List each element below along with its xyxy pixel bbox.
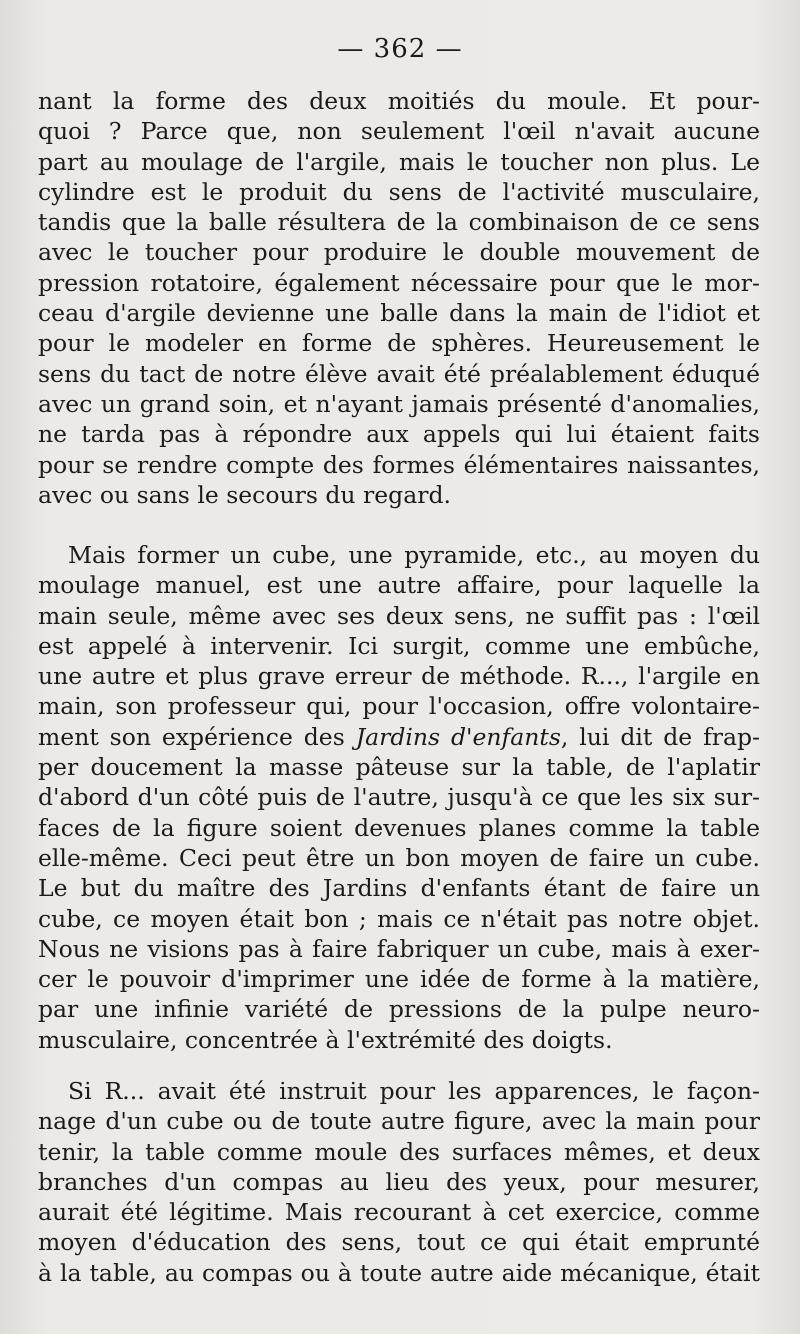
text-line: Si R... avait été instruit pour les apparences, le façon- (68, 1077, 760, 1105)
text-line: avec un grand soin, et n'ayant jamais présenté d'anomalies, (38, 389, 760, 418)
text-line: une autre et plus grave erreur de méthode. R..., l'argile en (38, 662, 760, 691)
text-line: est appelé à intervenir. Ici surgit, comme une embûche, (38, 631, 760, 660)
paragraph-2 (38, 540, 760, 1055)
text-line: quoi ? Parce que, non seulement l'œil n'avait aucune (38, 117, 760, 146)
text-line: tandis que la balle résultera de la combinaison de ce sens (38, 208, 760, 237)
paragraph-1 (38, 86, 760, 510)
text-line: musculaire, concentrée à l'extrémité des doigts. (38, 1025, 613, 1054)
text-line: faces de la figure soient devenues planes comme la table (38, 813, 760, 842)
text-line: pour le modeler en forme de sphères. Heureusement le (38, 329, 760, 358)
text-line: ceau d'argile devienne une balle dans la main de l'idiot et (38, 299, 760, 328)
page-number: — 362 — (337, 34, 463, 64)
text-line: par une infinie variété de pressions de la pulpe neuro- (38, 995, 760, 1024)
text-line: branches d'un compas au lieu des yeux, pour mesurer, (38, 1167, 760, 1196)
text-line: sens du tact de notre élève avait été préalablement éduqué (38, 359, 760, 388)
text-line: nage d'un cube ou de toute autre figure, avec la main pour (38, 1107, 760, 1136)
text-line: tenir, la table comme moule des surfaces mêmes, et deux (38, 1137, 760, 1166)
text-line: per doucement la masse pâteuse sur la table, de l'aplatir (38, 753, 760, 782)
text-line: Le but du maître des Jardins d'enfants étant de faire un (38, 874, 760, 903)
text-line: Nous ne visions pas à faire fabriquer un cube, mais à exer- (38, 934, 760, 963)
text-segment: , lui dit de frap- (560, 722, 760, 751)
text-line: pour se rendre compte des formes élémentaires naissantes, (38, 450, 760, 479)
text-line: nant la forme des deux moitiés du moule. Et pour- (38, 87, 760, 115)
text-line: cube, ce moyen était bon ; mais ce n'était pas notre objet. (38, 904, 760, 933)
text-line: cylindre est le produit du sens de l'activité musculaire, (38, 177, 760, 206)
text-line-with-italic (38, 722, 760, 752)
text-line: moulage manuel, est une autre affaire, pour laquelle la (38, 571, 760, 600)
text-line: part au moulage de l'argile, mais le toucher non plus. Le (38, 147, 760, 176)
text-line: main, son professeur qui, pour l'occasion, offre volontaire- (38, 692, 760, 721)
text-line: moyen d'éducation des sens, tout ce qui était emprunté (38, 1228, 760, 1257)
italic-term: Jardins d'enfants (355, 722, 561, 751)
text-line: ne tarda pas à répondre aux appels qui lui étaient faits (38, 420, 760, 449)
text-line: aurait été légitime. Mais recourant à cet exercice, comme (38, 1198, 760, 1227)
text-line: d'abord d'un côté puis de l'autre, jusqu'à ce que les six sur- (38, 783, 760, 812)
text-line: elle-même. Ceci peut être un bon moyen de faire un cube. (38, 843, 760, 872)
text-line: pression rotatoire, également nécessaire pour que le mor- (38, 268, 760, 297)
text-line: avec ou sans le secours du regard. (38, 480, 451, 509)
text-segment: ment son expérience des (38, 722, 345, 751)
text-line: Mais former un cube, une pyramide, etc., au moyen du (68, 541, 760, 569)
text-line: main seule, même avec ses deux sens, ne suffit pas : l'œil (38, 601, 760, 630)
text-line: cer le pouvoir d'imprimer une idée de forme à la matière, (38, 965, 760, 994)
text-line: avec le toucher pour produire le double mouvement de (38, 238, 760, 267)
text-line: à la table, au compas ou à toute autre aide mécanique, était (38, 1258, 760, 1287)
paragraph-3 (38, 1076, 760, 1288)
